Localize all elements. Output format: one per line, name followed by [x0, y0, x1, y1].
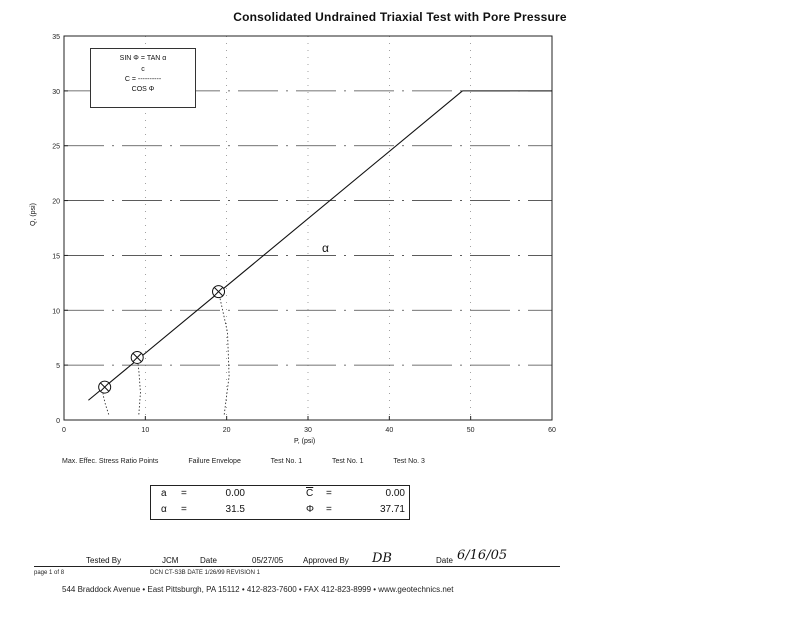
c-value: 0.00 [385, 488, 405, 499]
document-id: DCN CT-S3B DATE 1/26/99 REVISION 1 [150, 570, 260, 576]
company-address: 544 Braddock Avenue • East Pittsburgh, PA 15112 • 412-823-7600 • FAX 412-823-8999 • www.geotechnics.net [62, 585, 454, 594]
y-tick-label: 35 [52, 34, 60, 41]
formula-line-4: COS Φ [131, 86, 155, 93]
y-tick-label: 10 [52, 308, 60, 316]
x-tick-label: 10 [141, 427, 150, 434]
alpha-label: α [161, 504, 167, 515]
x-tick-label: 30 [304, 427, 312, 434]
x-tick-label: 20 [222, 427, 231, 434]
date-value: 05/27/05 [252, 556, 284, 565]
stress-path-test-2 [137, 357, 140, 414]
c-label: $\overline{C}$ [306, 488, 314, 499]
legend-item: Max. Effec. Stress Ratio Points [62, 458, 159, 465]
x-tick-label: 0 [62, 427, 66, 434]
alpha-annotation: α [322, 241, 329, 255]
y-tick-label: 5 [56, 363, 60, 371]
approved-by-label: Approved By [303, 556, 349, 565]
legend-item: Test No. 1 [270, 458, 303, 465]
a-value: 0.00 [225, 488, 245, 499]
x-tick-label: 40 [385, 427, 394, 434]
legend-item: Test No. 3 [393, 458, 425, 465]
formula-box [90, 48, 196, 108]
x-tick-label: 60 [548, 427, 556, 434]
chart-title: Consolidated Undrained Triaxial Test with Pore Pressure [233, 10, 567, 24]
tested-by-value: JCM [162, 556, 179, 565]
series [88, 91, 552, 415]
x-axis-label: P, (psi) [294, 438, 316, 445]
a-label: a [161, 488, 167, 499]
approved-by-signature: DB [372, 551, 392, 566]
tested-by-label: Tested By [86, 556, 122, 565]
x-tick-label: 50 [466, 427, 475, 434]
legend-item: Test No. 1 [332, 458, 364, 465]
alpha-value: 31.5 [225, 504, 245, 515]
formula-line-2: c [141, 66, 145, 73]
legend [62, 458, 453, 465]
phi-label: Φ [306, 504, 314, 515]
failure-envelope-line [88, 91, 462, 400]
results-table [150, 485, 410, 520]
date2-label: Date [436, 556, 453, 565]
stress-path-test-3 [219, 292, 230, 415]
formula-line-3: C = ---------- [124, 76, 162, 83]
y-tick-label: 0 [56, 418, 60, 425]
page-number: page 1 of 8 [34, 570, 65, 576]
phi-eq: = [326, 504, 332, 515]
y-axis-label: Q, (psi) [30, 203, 37, 226]
y-tick-label: 30 [52, 88, 60, 96]
y-tick-label: 15 [52, 253, 60, 261]
phi-value: 37.71 [379, 504, 405, 515]
c-eq: = [326, 488, 332, 499]
alpha-eq: = [181, 504, 187, 515]
y-tick-label: 20 [52, 198, 60, 206]
a-eq: = [181, 488, 187, 499]
formula-line-1: SIN Φ = TAN α [119, 55, 167, 62]
date2-signature: 6/16/05 [457, 548, 508, 563]
y-tick-label: 25 [52, 143, 60, 151]
date-label: Date [200, 556, 217, 565]
legend-item: Failure Envelope [188, 458, 241, 465]
signoff-underline [34, 566, 560, 567]
